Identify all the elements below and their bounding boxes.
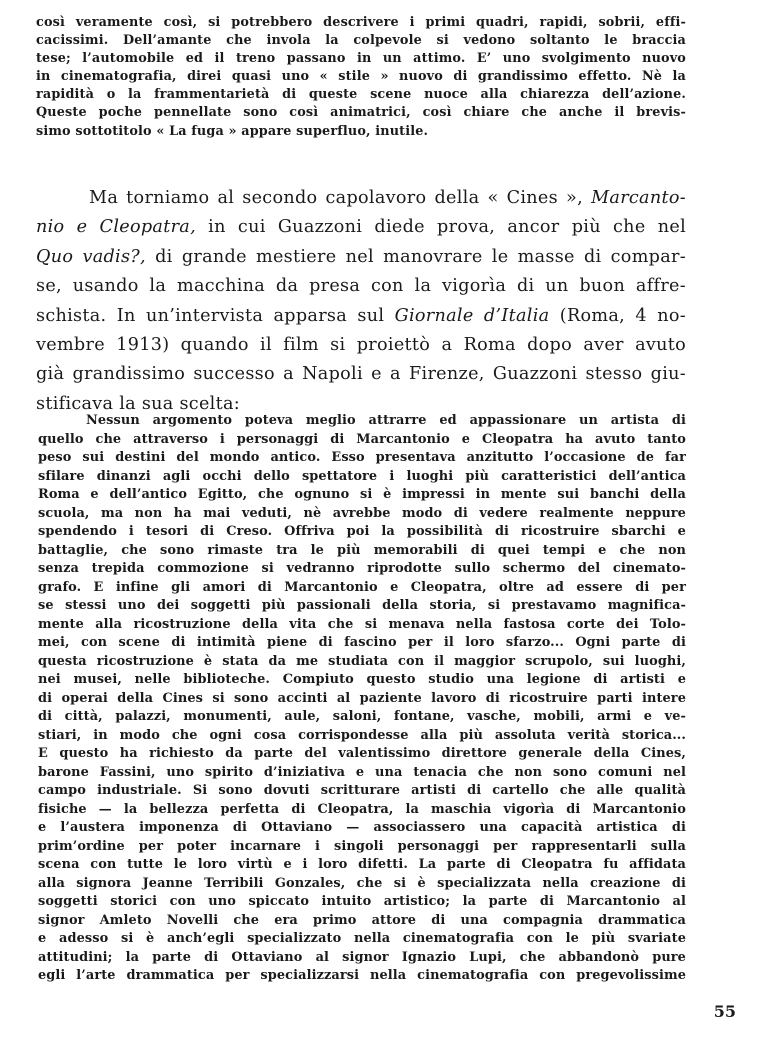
guazzoni-quote-block	[38, 412, 686, 986]
top-quote-line: così veramente così, si potrebbero descrivere i primi quadri, rapidi, sobrii, effi-	[36, 15, 686, 30]
top-quote-line: Queste poche pennellate sono così animatrici, così chiare che anche il brevis-	[36, 105, 686, 121]
newspaper-title: Giornale d’Italia	[394, 305, 550, 326]
quote-line: quello che attraverso i personaggi di Marcantonio e Cleopatra ha avuto tanto	[38, 431, 686, 447]
quote-line: Roma e dell’antico Egitto, che ognuno si è impressi in mente sui banchi della	[38, 487, 686, 502]
quote-line: mei, con scene di intimità piene di fascino per il loro sfarzo... Ogni parte di	[38, 635, 686, 650]
top-quote-line: rapidità o la frammentarietà di queste scene nuoce alla chiarezza dell’azione.	[36, 87, 686, 103]
quote-line: spendendo i tesori di Creso. Offriva poi la possibilità di ricostruire sbarchi e	[38, 524, 686, 539]
main-text: di grande mestiere nel manovrare le masse di compar-	[145, 246, 686, 267]
quote-line: Nessun argomento poteva meglio attrarre ed appassionare un artista di	[86, 413, 686, 428]
main-line: già grandissimo successo a Napoli e a Firenze, Guazzoni stesso giu-	[36, 364, 686, 385]
quote-line: di operai della Cines si sono accinti al paziente lavoro di ricostruire parti intere	[38, 690, 686, 706]
main-line: se, usando la macchina da presa con la vigorìa di un buon affre-	[36, 276, 686, 297]
quote-line: peso sui destini del mondo antico. Esso presentava anzitutto l’occasione de far	[38, 450, 686, 465]
main-paragraph	[36, 184, 686, 419]
main-text: schista. In un’intervista apparsa sul	[36, 305, 395, 326]
main-text: Ma torniamo al secondo capolavoro della « Cines »,	[89, 188, 592, 208]
quote-line: scena con tutte le loro virtù e i loro difetti. La parte di Cleopatra fu affidata	[38, 857, 686, 872]
quote-line: scuola, ma non ha mai veduti, nè avrebbe modo di vedere realmente neppure	[38, 505, 686, 521]
quote-line: mente alla ricostruzione della vita che si menava nella fastosa corte dei Tolo-	[38, 616, 686, 632]
quote-line: e adesso si è anch’egli specializzato nella cinematografia con le più svariate	[38, 931, 686, 946]
main-text: (Roma, 4 no-	[549, 305, 686, 326]
main-line	[36, 213, 686, 242]
main-line	[36, 243, 686, 272]
main-line	[36, 302, 686, 331]
film-title: Marcanto-	[591, 188, 686, 208]
quote-line: campo industriale. Si sono dovuti scritturare artisti di cartello che alle qualità	[38, 783, 686, 798]
top-quote-line: in cinematografia, direi quasi uno « stile » nuovo di grandissimo effetto. Nè la	[36, 69, 686, 85]
quote-line: alla signora Jeanne Terribili Gonzales, che si è specializzata nella creazione di	[38, 875, 686, 891]
top-quote-line: simo sottotitolo « La fuga » appare superfluo, inutile.	[36, 123, 429, 139]
quote-line: senza trepida commozione si vedranno riprodotte sullo schermo del cinemato-	[38, 561, 686, 576]
main-text: in cui Guazzoni diede prova, ancor più che nel	[195, 217, 686, 238]
quote-line: fisiche — la bellezza perfetta di Cleopatra, la maschia vigorìa di Marcantonio	[38, 801, 686, 817]
top-quote-line: tese; l’automobile ed il treno passano in un attimo. E’ uno svolgimento nuovo	[36, 51, 686, 67]
quote-line: grafo. E infine gli amori di Marcantonio e Cleopatra, oltre ad essere di per	[38, 579, 686, 595]
quote-line: stiari, in modo che ogni cosa corrispondesse alla più assoluta verità storica...	[38, 727, 686, 743]
main-line: vembre 1913) quando il film si proiettò a Roma dopo aver avuto	[36, 335, 686, 356]
film-title: nio e Cleopatra,	[36, 217, 196, 238]
page-number: 55	[713, 1002, 736, 1021]
top-quote-line: cacissimi. Dell’amante che invola la colpevole si vedono soltanto le braccia	[36, 33, 686, 49]
quote-line: prim’ordine per poter incarnare i singoli personaggi per rappresentarli sulla	[38, 838, 686, 854]
quote-line: di città, palazzi, monumenti, aule, saloni, fontane, vasche, mobili, armi e ve-	[38, 709, 686, 724]
quote-line: battaglie, che sono rimaste tra le più memorabili di quei tempi e che non	[38, 542, 686, 558]
quote-line: attitudini; la parte di Ottaviano al signor Ignazio Lupi, che abbandonò pure	[38, 949, 686, 965]
quote-line: barone Fassini, uno spirito d’iniziativa e una tenacia che non sono comuni nel	[38, 764, 686, 780]
quote-line: nei musei, nelle biblioteche. Compiuto questo studio una legione di artisti e	[38, 672, 686, 687]
quote-line: signor Amleto Novelli che era primo attore di una compagnia drammatica	[38, 912, 686, 928]
top-quote-block	[36, 14, 686, 141]
quote-line: egli l’arte drammatica per specializzarsi nella cinematografia con pregevolissime	[38, 968, 686, 983]
quote-line: soggetti storici con uno spiccato intuito artistico; la parte di Marcantonio al	[38, 894, 686, 909]
quote-line: sfilare dinanzi agli occhi dello spettatore i luoghi più caratteristici dell’antica	[38, 468, 686, 484]
main-line	[36, 184, 686, 213]
film-title: Quo vadis?,	[36, 246, 146, 267]
quote-line: E questo ha richiesto da parte del valentissimo direttore generale della Cines,	[38, 746, 686, 761]
quote-line: se stessi uno dei soggetti più passionali della storia, si prestavamo magnifica-	[38, 598, 686, 613]
main-line: stificava la sua scelta:	[36, 393, 240, 414]
quote-line: e l’austera imponenza di Ottaviano — associassero una capacità artistica di	[38, 820, 686, 835]
quote-line: questa ricostruzione è stata da me studiata con il maggior scrupolo, sui luoghi,	[38, 653, 686, 669]
